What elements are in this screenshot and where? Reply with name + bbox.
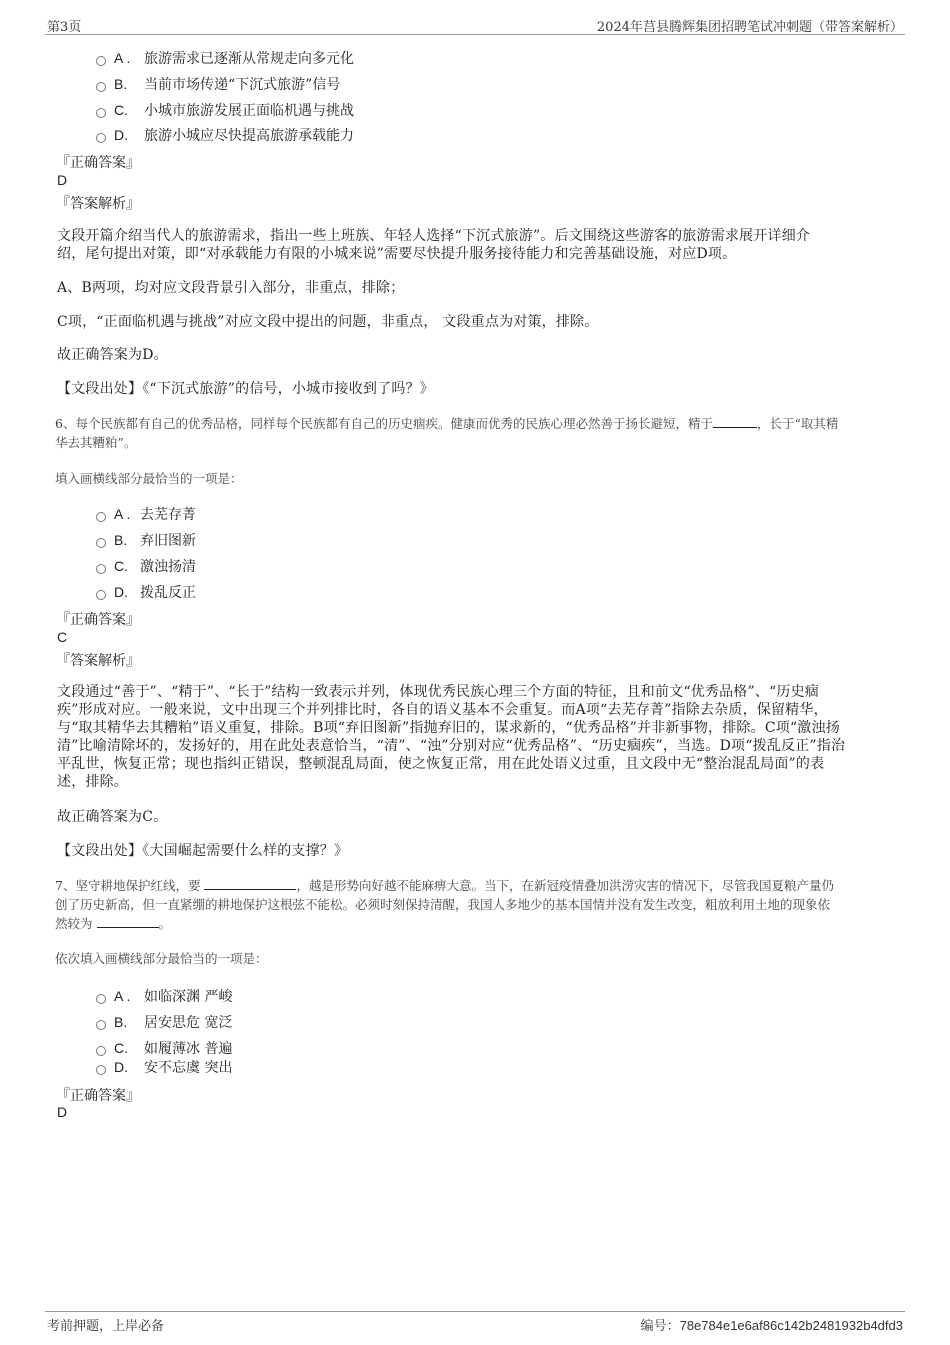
analysis-paragraph: 文段通过“善于”、“精于”、“长于”结构一致表示并列，体现优秀民族心理三个方面的特征，且和前文“优秀品格”、“历史痼 疾”形成对应。一般来说，文中出现三个并列排比时，各自的语义基本不会重复。而A项“去芜存菁”指除去杂质，保留精华， 与“取其精华去其糟粕”语义重复，排除。B项“弃旧图新”指抛弃旧的，谋求新的，“优秀品格”并非新事物，排除。C项“激浊扬 清”比喻清除坏的，发扬好的，用在此处表意恰当，“清”、“浊”分别对应“优秀品格”、“历史痼疾”，当选。D项“拨乱反正”指治 平乱世，恢复正常；现也指纠正错误，整顿混乱局面，使之恢复正常，用在此处语义过重，且文段中无“整治混乱局面”的表 述，排除。 (57, 684, 846, 790)
fill-blank (97, 915, 159, 928)
radio-icon[interactable] (96, 1020, 106, 1030)
radio-icon[interactable] (96, 590, 106, 600)
answer-value: D (57, 172, 68, 188)
radio-icon[interactable] (96, 133, 106, 143)
radio-icon[interactable] (96, 1046, 106, 1056)
question-6-prompt: 填入画横线部分最恰当的一项是： (55, 471, 243, 486)
q6-option-d[interactable]: D. 拨乱反正 (96, 582, 196, 602)
answer-label: 『正确答案』 (56, 612, 140, 628)
q5-option-a[interactable]: A . 旅游需求已逐渐从常规走向多元化 (96, 48, 354, 68)
answer-value: D (57, 1104, 68, 1120)
q6-option-b[interactable]: B. 弃旧图新 (96, 530, 196, 550)
q7-option-c[interactable]: C. 如履薄冰 普遍 (96, 1038, 232, 1058)
fill-blank (204, 877, 296, 890)
answer-label: 『正确答案』 (56, 155, 140, 171)
fill-blank (713, 415, 757, 428)
conclusion-text: 故正确答案为C。 (57, 809, 168, 825)
radio-icon[interactable] (96, 82, 106, 92)
radio-icon[interactable] (96, 512, 106, 522)
answer-value: C (57, 629, 68, 645)
question-7-stem: 7、坚守耕地保护红线，要 ，越是形势向好越不能麻痹大意。当下，在新冠疫情叠加洪涝灾害的情况下，尽管我国夏粮产量仍 创了历史新高，但一直紧绷的耕地保护这根弦不能松。必须时刻保持清醒，我国人多地少的基本国情并没有发生改变，粗放利用土地的现象依 然较为 。 (55, 878, 834, 931)
conclusion-text: 故正确答案为D。 (57, 347, 168, 363)
q7-option-a[interactable]: A . 如临深渊 严峻 (96, 986, 232, 1006)
page-number: 第3页 (47, 20, 82, 35)
footer-slogan: 考前押题，上岸必备 (47, 1319, 165, 1334)
q6-option-a[interactable]: A . 去芜存菁 (96, 504, 196, 524)
q7-option-d[interactable]: D. 安不忘虞 突出 (96, 1057, 232, 1077)
q7-option-b[interactable]: B. 居安思危 宽泛 (96, 1012, 232, 1032)
document-code: 编号：78e784e1e6af86c142b2481932b4dfd3 (640, 1318, 903, 1334)
source-text: 【文段出处】《“下沉式旅游”的信号，小城市接收到了吗？》 (57, 381, 434, 397)
question-7-prompt: 依次填入画横线部分最恰当的一项是： (55, 951, 268, 966)
radio-icon[interactable] (96, 1065, 106, 1075)
q5-option-d[interactable]: D. 旅游小城应尽快提高旅游承载能力 (96, 125, 354, 145)
analysis-paragraph: 文段开篇介绍当代人的旅游需求，指出一些上班族、年轻人选择“下沉式旅游”。后文围绕这些游客的旅游需求展开详细介 绍，尾句提出对策，即“对承载能力有限的小城来说”需要尽快提升服务接待能力和完善基础设施，对应D项。 (57, 228, 811, 262)
page-footer (45, 1311, 905, 1334)
q5-option-b[interactable]: B. 当前市场传递“下沉式旅游”信号 (96, 74, 340, 94)
radio-icon[interactable] (96, 108, 106, 118)
source-text: 【文段出处】《大国崛起需要什么样的支撑？》 (57, 843, 349, 859)
document-title: 2024年莒县腾辉集团招聘笔试冲刺题（带答案解析） (596, 20, 903, 35)
radio-icon[interactable] (96, 538, 106, 548)
radio-icon[interactable] (96, 564, 106, 574)
analysis-paragraph: A、B两项，均对应文段背景引入部分，非重点，排除； (57, 280, 405, 296)
page-header (45, 14, 905, 35)
answer-label: 『正确答案』 (56, 1088, 140, 1104)
q6-option-c[interactable]: C. 激浊扬清 (96, 556, 196, 576)
radio-icon[interactable] (96, 994, 106, 1004)
analysis-label: 『答案解析』 (56, 196, 140, 212)
analysis-paragraph: C项，“正面临机遇与挑战”对应文段中提出的问题，非重点， 文段重点为对策，排除。 (57, 314, 599, 330)
radio-icon[interactable] (96, 56, 106, 66)
analysis-label: 『答案解析』 (56, 653, 140, 669)
question-6-stem: 6、每个民族都有自己的优秀品格，同样每个民族都有自己的历史痼疾。健康而优秀的民族心理必然善于扬长避短，精于 ，长于“取其精 华去其糟粕”。 (55, 416, 839, 450)
q5-option-c[interactable]: C. 小城市旅游发展正面临机遇与挑战 (96, 100, 354, 120)
